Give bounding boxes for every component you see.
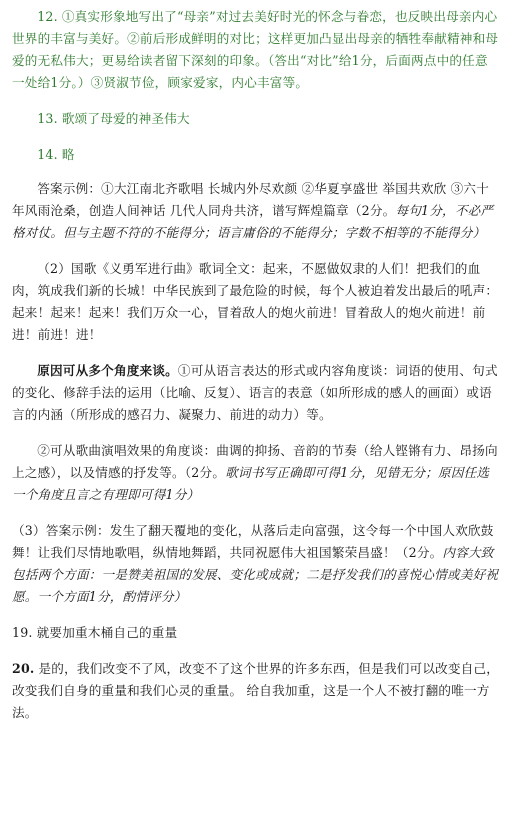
- answer-13: [12, 108, 500, 130]
- answer-example-1-main: 答案示例：①大江南北齐歌唱 长城内外尽欢颜 ②华夏享盛世 举国共欢欣 ③六十年风雨沧桑，创造人间神话 几代人同舟共济，谱写辉煌篇章（2分。: [12, 181, 489, 218]
- answer-20-number: 20.: [12, 661, 35, 676]
- answer-12: [12, 6, 500, 94]
- reason-paragraph-1: [12, 360, 500, 426]
- answer-19: [12, 622, 500, 644]
- answer-example-3: [12, 520, 500, 608]
- reason-lead: 原因可从多个角度来谈。: [37, 363, 178, 378]
- answer-13-text: 歌颂了母爱的神圣伟大: [61, 111, 190, 126]
- answer-example-2-text: （2）国歌《义勇军进行曲》歌词全文：起来，不愿做奴隶的人们！把我们的血肉，筑成我们新的长城！中华民族到了最危险的时候，每个人被迫着发出最后的吼声：起来！起来！起来！我们万众一心，冒着敌人的炮火前进！冒着敌人的炮火前进！前进！前进！进！: [12, 261, 499, 342]
- answer-14-number: 14.: [37, 147, 58, 162]
- reason-1-text: ①可从语言表达的形式或内容角度谈：词语的使用、句式的变化、修辞手法的运用（比喻、反复）、语言的表意（如所形成的感人的画面）或语言的内涵（所形成的感召力、凝聚力、前进的动力）等。: [12, 363, 498, 422]
- answer-13-number: 13.: [37, 111, 58, 126]
- answer-19-number: 19.: [12, 625, 33, 640]
- answer-14-text: 略: [61, 147, 75, 162]
- answer-20: [12, 658, 500, 724]
- answer-12-text: ①真实形象地写出了“母亲”对过去美好时光的怀念与眷恋，也反映出母亲内心世界的丰富与美好。②前后形成鲜明的对比；这样更加凸显出母亲的牺牲奉献精神和母爱的无私伟大；更易给读者留下深刻的印象。（答出“对比”给1分，后面两点中的任意一处给1分。）③贤淑节俭，顾家爱家，内心丰富等。: [12, 9, 499, 90]
- reason-2-scoring-note: 歌词书写正确即可得1分，见错无分；原因任选一个角度且言之有理即可得1分）: [12, 465, 490, 502]
- answer-example-3-main: （3）答案示例：发生了翻天覆地的变化，从落后走向富强，这令每一个中国人欢欣鼓舞！让我们尽情地歌唱，纵情地舞蹈，共同祝愿伟大祖国繁荣昌盛！（2分。: [12, 523, 494, 560]
- answer-example-1-scoring-note: 每句1分，不必严格对仗。但与主题不符的不能得分；语言庸俗的不能得分；字数不相等的不能得分）: [12, 203, 494, 240]
- answer-19-text: 就要加重木桶自己的重量: [36, 625, 178, 640]
- answer-example-3-scoring-note: 内容大致包括两个方面：一是赞美祖国的发展、变化或成就；二是抒发我们的喜悦心情或美好祝愿。一个方面1分，酌情评分）: [12, 545, 499, 604]
- answer-14: [12, 144, 500, 166]
- answer-20-text: 是的，我们改变不了风，改变不了这个世界的许多东西，但是我们可以改变自己，改变我们自身的重量和我们心灵的重量。 给自我加重，这是一个人不被打翻的唯一方法。: [12, 661, 500, 720]
- reason-paragraph-2: [12, 440, 500, 506]
- answer-12-number: 12.: [37, 9, 58, 24]
- reason-2-main: ②可从歌曲演唱效果的角度谈：曲调的抑扬、音韵的节奏（给人铿锵有力、昂扬向上之感），以及情感的抒发等。（2分。: [12, 443, 498, 480]
- answer-example-1: [12, 178, 500, 244]
- answer-example-2-anthem: [12, 258, 500, 346]
